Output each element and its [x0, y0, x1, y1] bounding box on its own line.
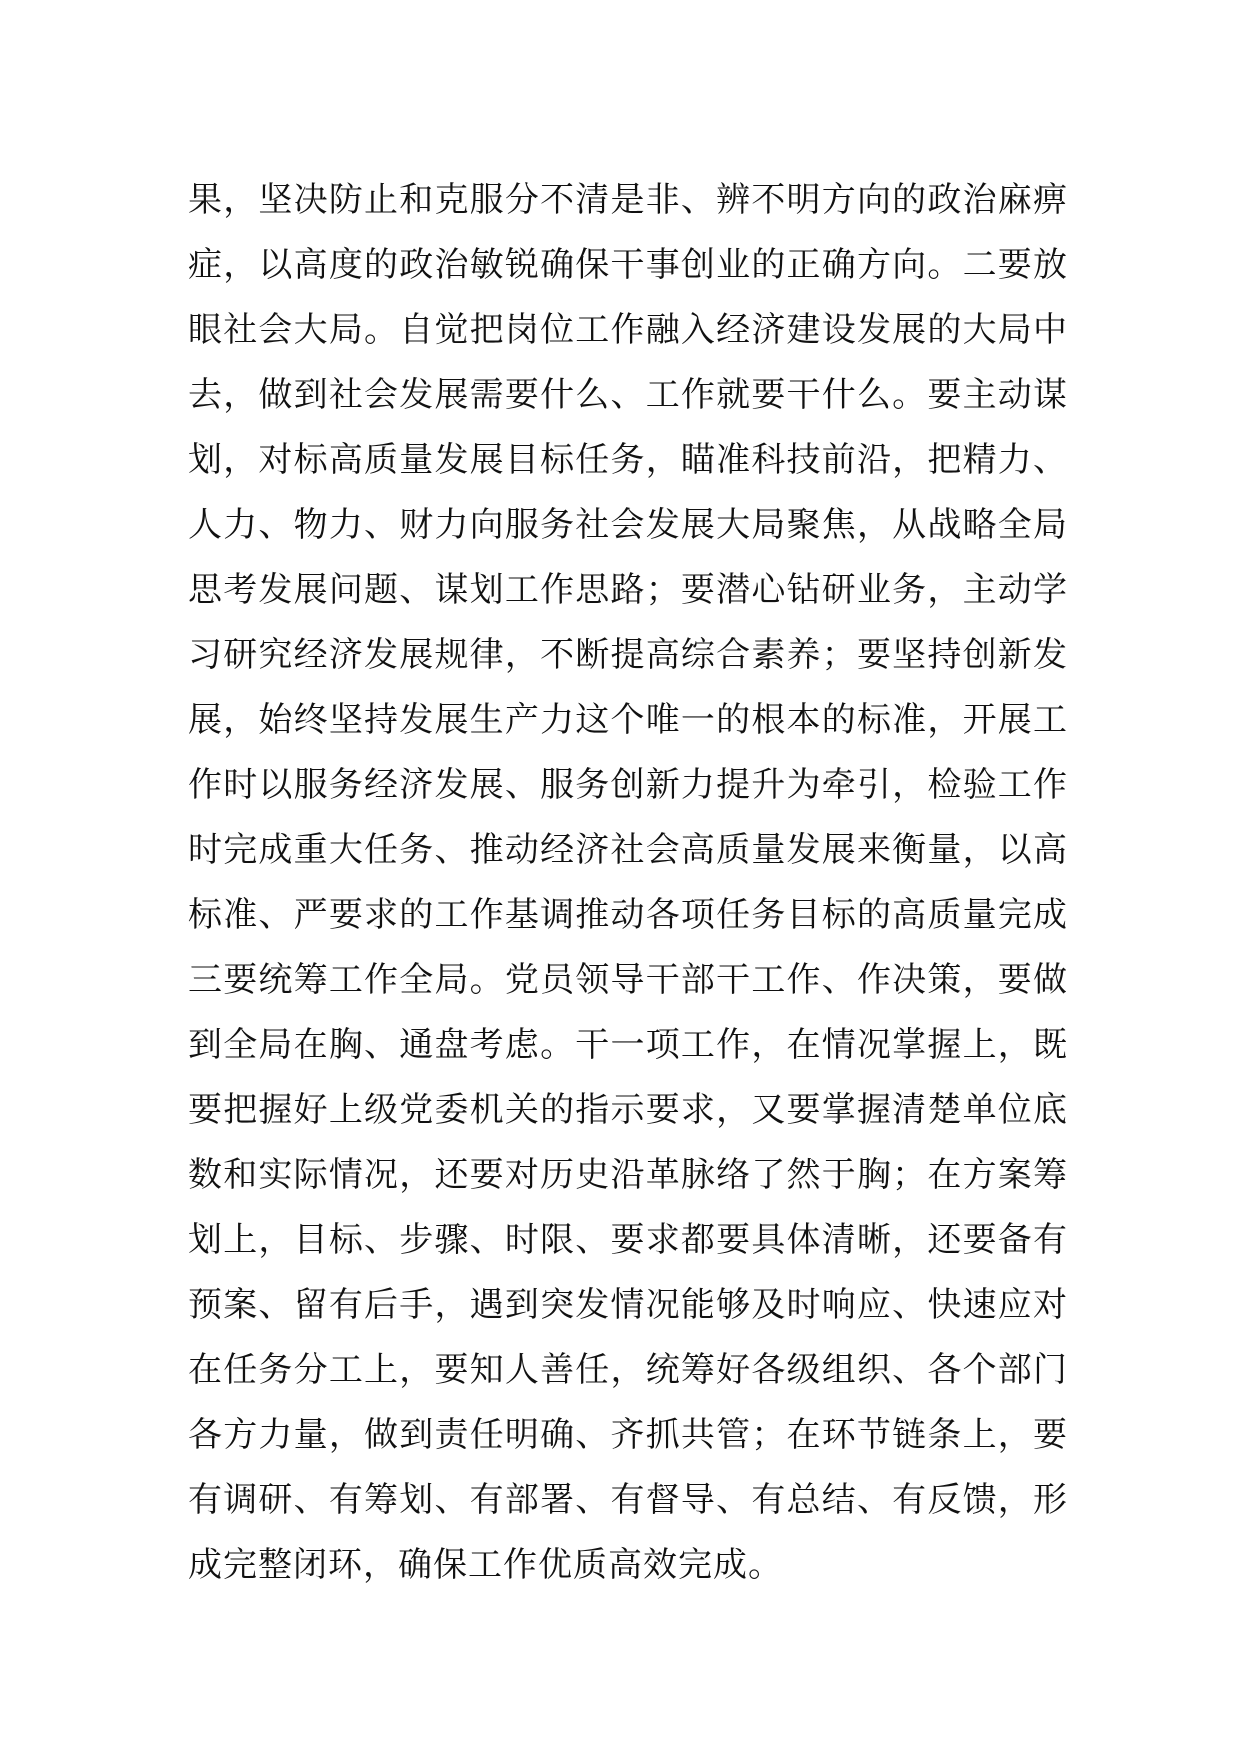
text-line: 在任务分工上，要知人善任，统筹好各级组织、各个部门 [188, 1350, 1068, 1390]
text-line: 作时以服务经济发展、服务创新力提升为牵引，检验工作 [188, 765, 1068, 805]
text-line: 预案、留有后手，遇到突发情况能够及时响应、快速应对 [188, 1285, 1068, 1325]
text-line: 人力、物力、财力向服务社会发展大局聚焦，从战略全局 [188, 505, 1068, 545]
text-line: 思考发展问题、谋划工作思路；要潜心钻研业务，主动学 [188, 570, 1068, 610]
text-line: 要把握好上级党委机关的指示要求，又要掌握清楚单位底 [188, 1090, 1068, 1130]
text-line: 各方力量，做到责任明确、齐抓共管；在环节链条上，要 [188, 1415, 1068, 1455]
text-line: 划，对标高质量发展目标任务，瞄准科技前沿，把精力、 [188, 440, 1068, 480]
text-line: 有调研、有筹划、有部署、有督导、有总结、有反馈，形 [188, 1480, 1068, 1520]
text-line: 标准、严要求的工作基调推动各项任务目标的高质量完成 [188, 895, 1068, 935]
text-line: 三要统筹工作全局。党员领导干部干工作、作决策，要做 [188, 960, 1068, 1000]
text-line: 眼社会大局。自觉把岗位工作融入经济建设发展的大局中 [188, 310, 1068, 350]
text-line: 到全局在胸、通盘考虑。干一项工作，在情况掌握上，既 [188, 1025, 1068, 1065]
text-line: 果，坚决防止和克服分不清是非、辨不明方向的政治麻痹 [188, 180, 1068, 220]
body-paragraph [188, 168, 1068, 1598]
text-line: 时完成重大任务、推动经济社会高质量发展来衡量，以高 [188, 830, 1068, 870]
text-line: 成完整闭环，确保工作优质高效完成。 [188, 1545, 783, 1585]
text-line: 数和实际情况，还要对历史沿革脉络了然于胸；在方案筹 [188, 1155, 1068, 1195]
text-line: 习研究经济发展规律，不断提高综合素养；要坚持创新发 [188, 635, 1068, 675]
text-line: 展，始终坚持发展生产力这个唯一的根本的标准，开展工 [188, 700, 1068, 740]
text-line: 症，以高度的政治敏锐确保干事创业的正确方向。二要放 [188, 245, 1068, 285]
text-line: 划上，目标、步骤、时限、要求都要具体清晰，还要备有 [188, 1220, 1068, 1260]
text-line: 去，做到社会发展需要什么、工作就要干什么。要主动谋 [188, 375, 1068, 415]
